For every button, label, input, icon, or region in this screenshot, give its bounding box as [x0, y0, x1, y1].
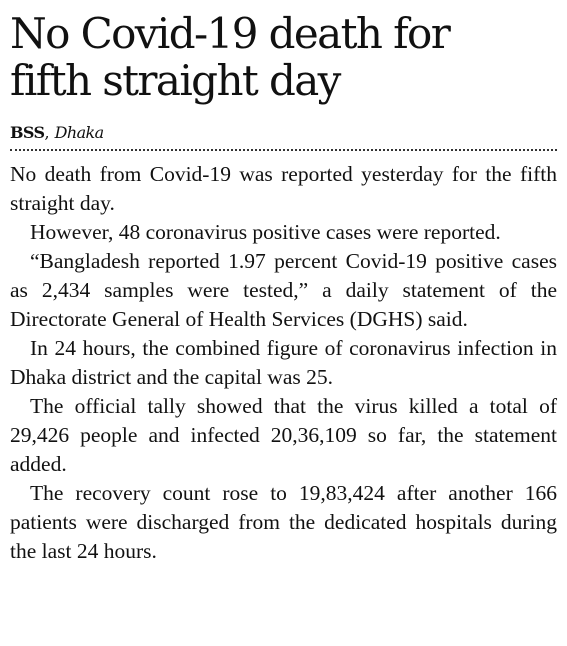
paragraph-5: The official tally showed that the virus killed a total of 29,426 people and infected 20,36,109 so far, the statement added. [10, 394, 557, 476]
news-article [10, 10, 557, 566]
byline-agency: BSS [10, 123, 45, 142]
article-body [10, 160, 557, 566]
headline-line-1: No Covid-19 death for [10, 9, 450, 58]
byline-separator: , [44, 123, 55, 142]
paragraph-4: In 24 hours, the combined figure of coronavirus infection in Dhaka district and the capital was 25. [10, 336, 557, 389]
headline [10, 10, 557, 104]
byline-place: Dhaka [54, 123, 104, 142]
paragraph-3: “Bangladesh reported 1.97 percent Covid-19 positive cases as 2,434 samples were tested,” a daily statement of the Directorate General of Health Services (DGHS) said. [10, 249, 557, 331]
headline-line-2: fifth straight day [10, 56, 340, 105]
paragraph-2: However, 48 coronavirus positive cases were reported. [30, 220, 501, 244]
paragraph-1: No death from Covid-19 was reported yesterday for the fifth straight day. [10, 162, 557, 215]
dotted-divider [10, 149, 557, 151]
paragraph-6: The recovery count rose to 19,83,424 after another 166 patients were discharged from the dedicated hospitals during the last 24 hours. [10, 481, 557, 563]
byline [10, 123, 557, 143]
